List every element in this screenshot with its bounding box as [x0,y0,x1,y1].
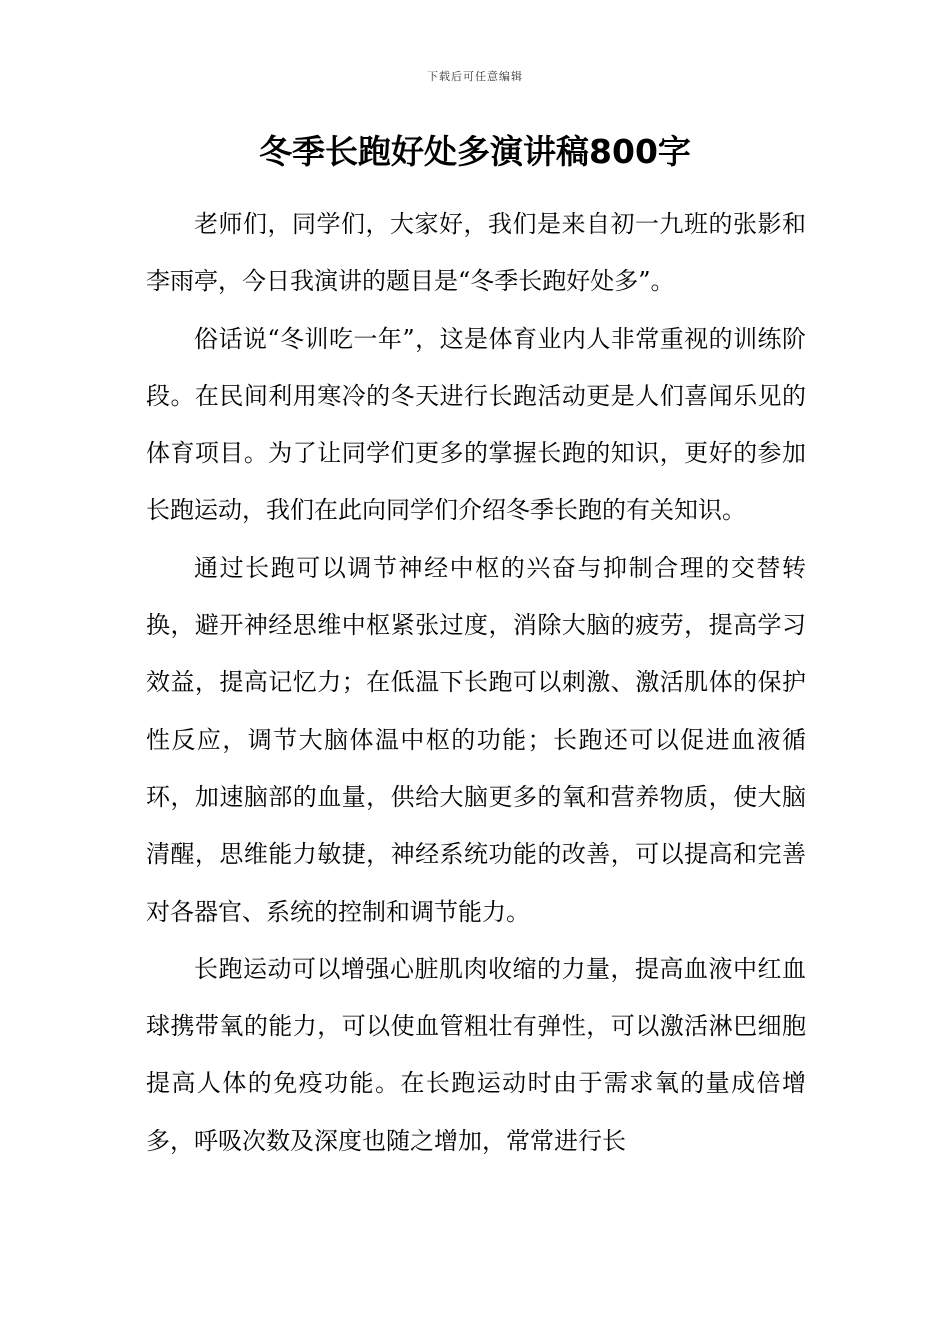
header-note: 下载后可任意编辑 [427,70,523,83]
paragraph: 俗话说“冬训吃一年”，这是体育业内人非常重视的训练阶段。在民间利用寒冷的冬天进行长跑活动更是人们喜闻乐见的体育项目。为了让同学们更多的掌握长跑的知识，更好的参加长跑运动，我们在此向同学们介绍冬季长跑的有关知识。 [146,324,806,525]
paragraph: 长跑运动可以增强心脏肌肉收缩的力量，提高血液中红血球携带氧的能力，可以使血管粗壮有弹性，可以激活淋巴细胞提高人体的免疫功能。在长跑运动时由于需求氧的量成倍增多，呼吸次数及深度也随之增加，常常进行长 [146,954,806,1155]
document-body [146,196,806,1170]
paragraph: 老师们，同学们，大家好，我们是来自初一九班的张影和李雨亭，今日我演讲的题目是“冬季长跑好处多”。 [146,210,806,296]
document-title: 冬季长跑好处多演讲稿800字 [259,132,691,171]
paragraph: 通过长跑可以调节神经中枢的兴奋与抑制合理的交替转换，避开神经思维中枢紧张过度，消除大脑的疲劳，提高学习效益，提高记忆力；在低温下长跑可以刺激、激活肌体的保护性反应，调节大脑体温中枢的功能；长跑还可以促进血液循环，加速脑部的血量，供给大脑更多的氧和营养物质，使大脑清醒，思维能力敏捷，神经系统功能的改善，可以提高和完善对各器官、系统的控制和调节能力。 [146,553,806,926]
